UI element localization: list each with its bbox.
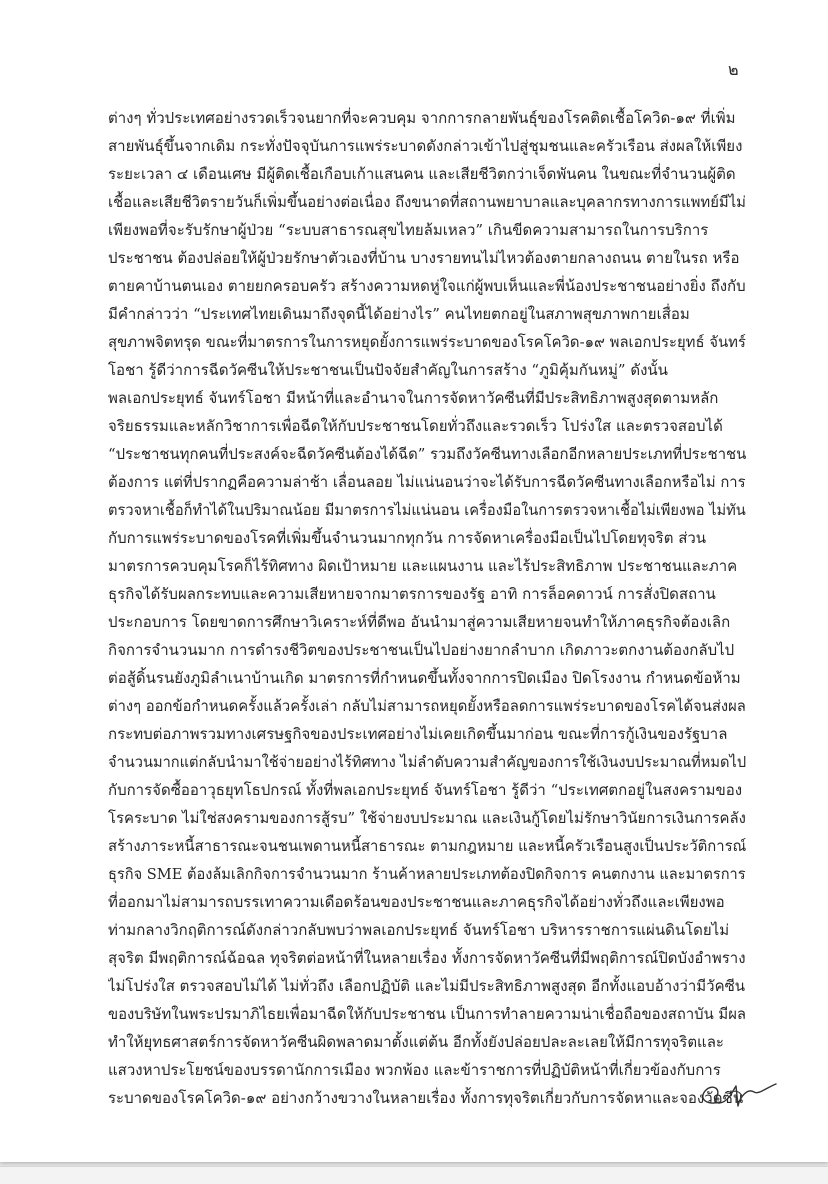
text-line: โอชา รู้ดีว่าการฉีดวัคซีนให้ประชาชนเป็นปัจจัยสำคัญในการสร้าง “ภูมิคุ้มกันหมู่” ดังนั้น [108,361,668,379]
text-line: ต่างๆ ทั่วประเทศอย่างรวดเร็วจนยากที่จะควบคุม จากการกลายพันธุ์ของโรคติดเชื้อโควิด-๑๙ ที่เพิ่ม [108,109,736,127]
text-line: มาตรการควบคุมโรคก็ไร้ทิศทาง ผิดเป้าหมาย และแผนงาน และไร้ประสิทธิภาพ ประชาชนและภาค [108,557,738,575]
text-line: สร้างภาระหนี้สาธารณะจนชนเพดานหนี้สาธารณะ ตามกฎหมาย และหนี้ครัวเรือนสูงเป็นประวัติการณ์ [108,837,746,855]
text-line: มีคำกล่าวว่า “ประเทศไทยเดินมาถึงจุดนี้ได้อย่างไร” คนไทยตกอยู่ในสภาพสุขภาพกายเสื่อม [108,305,690,323]
text-line: กระทบต่อภาพรวมทางเศรษฐกิจของประเทศอย่างไม่เคยเกิดขึ้นมาก่อน ขณะที่การกู้เงินของรัฐบาล [108,725,728,743]
text-line: จำนวนมากแต่กลับนำมาใช้จ่ายอย่างไร้ทิศทาง ไม่ลำดับความสำคัญของการใช้เงินงบประมาณที่หมดไป [108,753,746,771]
text-line: ประชาชน ต้องปล่อยให้ผู้ป่วยรักษาตัวเองที่บ้าน บางรายทนไม่ไหวต้องตายกลางถนน ตายในรถ หรือ [108,249,740,267]
page-number: ๒ [728,60,739,79]
text-line: ประกอบการ โดยขาดการศึกษาวิเคราะห์ที่ดีพอ อันนำมาสู่ความเสียหายจนทำให้ภาคธุรกิจต้องเลิก [108,613,731,631]
text-line: ธุรกิจ SME ต้องล้มเลิกกิจการจำนวนมาก ร้านค้าหลายประเภทต้องปิดกิจการ คนตกงาน และมาตรการ [108,865,746,883]
text-line: ต่างๆ ออกข้อกำหนดครั้งแล้วครั้งเล่า กลับไม่สามารถหยุดยั้งหรือลดการแพร่ระบาดของโรคได้จนส่งผล [108,697,746,715]
next-page-edge [0,1166,828,1184]
text-line: สุขภาพจิตทรุด ขณะที่มาตรการในการหยุดยั้งการแพร่ระบาดของโรคโควิด-๑๙ พลเอกประยุทธ์ จันทร์ [108,333,746,351]
text-line: เพียงพอที่จะรับรักษาผู้ป่วย “ระบบสาธารณสุขไทยล้มเหลว” เกินขีดความสามารถในการบริการ [108,221,709,239]
text-line: ท่ามกลางวิกฤติการณ์ดังกล่าวกลับพบว่าพลเอกประยุทธ์ จันทร์โอชา บริหารราชการแผ่นดินโดยไม่ [108,921,730,939]
text-line: สายพันธุ์ขึ้นจากเดิม กระทั่งปัจจุบันการแพร่ระบาดดังกล่าวเข้าไปสู่ชุมชนและครัวเรือน ส่งผลให้เพียง [108,137,743,155]
text-line: พลเอกประยุทธ์ จันทร์โอชา มีหน้าที่และอำนาจในการจัดหาวัคซีนที่มีประสิทธิภาพสูงสุดตามหลัก [108,389,719,407]
text-line: ต้องการ แต่ที่ปรากฏคือความล่าช้า เลื่อนลอย ไม่แน่นอนว่าจะได้รับการฉีดวัคซีนทางเลือกหรือไม่ การ [108,473,746,491]
text-line: ไม่โปร่งใส ตรวจสอบไม่ได้ ไม่ทั่วถึง เลือกปฏิบัติ และไม่มีประสิทธิภาพสูงสุด อีกทั้งแอบอ้างว่ามีวัคซีน [108,977,746,995]
text-line: กิจการจำนวนมาก การดำรงชีวิตของประชาชนเป็นไปอย่างยากลำบาก เกิดภาวะตกงานต้องกลับไป [108,641,735,659]
signature-icon [692,1062,782,1116]
text-line: “ประชาชนทุกคนที่ประสงค์จะฉีดวัคซีนต้องได้ฉีด” รวมถึงวัคซีนทางเลือกอีกหลายประเภทที่ประชาชน [108,445,747,463]
text-line: เชื้อและเสียชีวิตรายวันก็เพิ่มขึ้นอย่างต่อเนื่อง ถึงขนาดที่สถานพยาบาลและบุคลากรทางการแพทย์มีไม่ [108,193,746,211]
text-line: กับการจัดซื้ออาวุธยุทโธปกรณ์ ทั้งที่พลเอกประยุทธ์ จันทร์โอชา รู้ดีว่า “ประเทศตกอยู่ในสงครามของ [108,781,743,799]
text-line: ตายคาบ้านตนเอง ตายยกครอบครัว สร้างความหดหู่ใจแก่ผู้พบเห็นและพี่น้องประชาชนอย่างยิ่ง ถึงกับ [108,277,746,295]
body-text [108,104,746,1112]
text-line: ระบาดของโรคโควิด-๑๙ อย่างกว้างขวางในหลายเรื่อง ทั้งการทุจริตเกี่ยวกับการจัดหาและจองวัคซีน [108,1089,744,1107]
text-line: ของบริษัทในพระปรมาภิไธยเพื่อมาฉีดให้กับประชาชน เป็นการทำลายความน่าเชื่อถือของสถาบัน มีผล [108,1005,746,1023]
text-line: โรคระบาด ไม่ใช่สงครามของการสู้รบ” ใช้จ่ายงบประมาณ และเงินกู้โดยไม่รักษาวินัยการเงินการคลัง [108,809,746,827]
text-line: ตรวจหาเชื้อก็ทำได้ในปริมาณน้อย มีมาตรการไม่แน่นอน เครื่องมือในการตรวจหาเชื้อไม่เพียงพอ ไม่ทัน [108,501,746,519]
text-line: ธุรกิจได้รับผลกระทบและความเสียหายจากมาตรการของรัฐ อาทิ การล็อคดาวน์ การสั่งปิดสถาน [108,585,716,603]
text-line: ที่ออกมาไม่สามารถบรรเทาความเดือดร้อนของประชาชนและภาคธุรกิจได้อย่างทั่วถึงและเพียงพอ [108,893,725,911]
text-line: ต่อสู้ดิ้นรนยังภูมิลำเนาบ้านเกิด มาตรการที่กำหนดขึ้นทั้งจากการปิดเมือง ปิดโรงงาน กำหนดข้อห้าม [108,669,741,687]
text-line: แสวงหาประโยชน์ของบรรดานักการเมือง พวกพ้อง และข้าราชการที่ปฏิบัติหน้าที่เกี่ยวข้องกับการ [108,1061,721,1079]
text-line: จริยธรรมและหลักวิชาการเพื่อฉีดให้กับประชาชนโดยทั่วถึงและรวดเร็ว โปร่งใส และตรวจสอบได้ [108,417,723,435]
text-line: ระยะเวลา ๔ เดือนเศษ มีผู้ติดเชื้อเกือบเก้าแสนคน และเสียชีวิตกว่าเจ็ดพันคน ในขณะที่จำนวนผู้ติด [108,165,736,183]
text-line: กับการแพร่ระบาดของโรคที่เพิ่มขึ้นจำนวนมากทุกวัน การจัดหาเครื่องมือเป็นไปโดยทุจริต ส่วน [108,529,707,547]
text-line: สุจริต มีพฤติการณ์ฉ้อฉล ทุจริตต่อหน้าที่ในหลายเรื่อง ทั้งการจัดหาวัคซีนที่มีพฤติการณ์ปิดบังอำพราง [108,949,746,967]
text-line: ทำให้ยุทธศาสตร์การจัดหาวัคซีนผิดพลาดมาตั้งแต่ต้น อีกทั้งยังปล่อยปละละเลยให้มีการทุจริตและ [108,1033,724,1051]
